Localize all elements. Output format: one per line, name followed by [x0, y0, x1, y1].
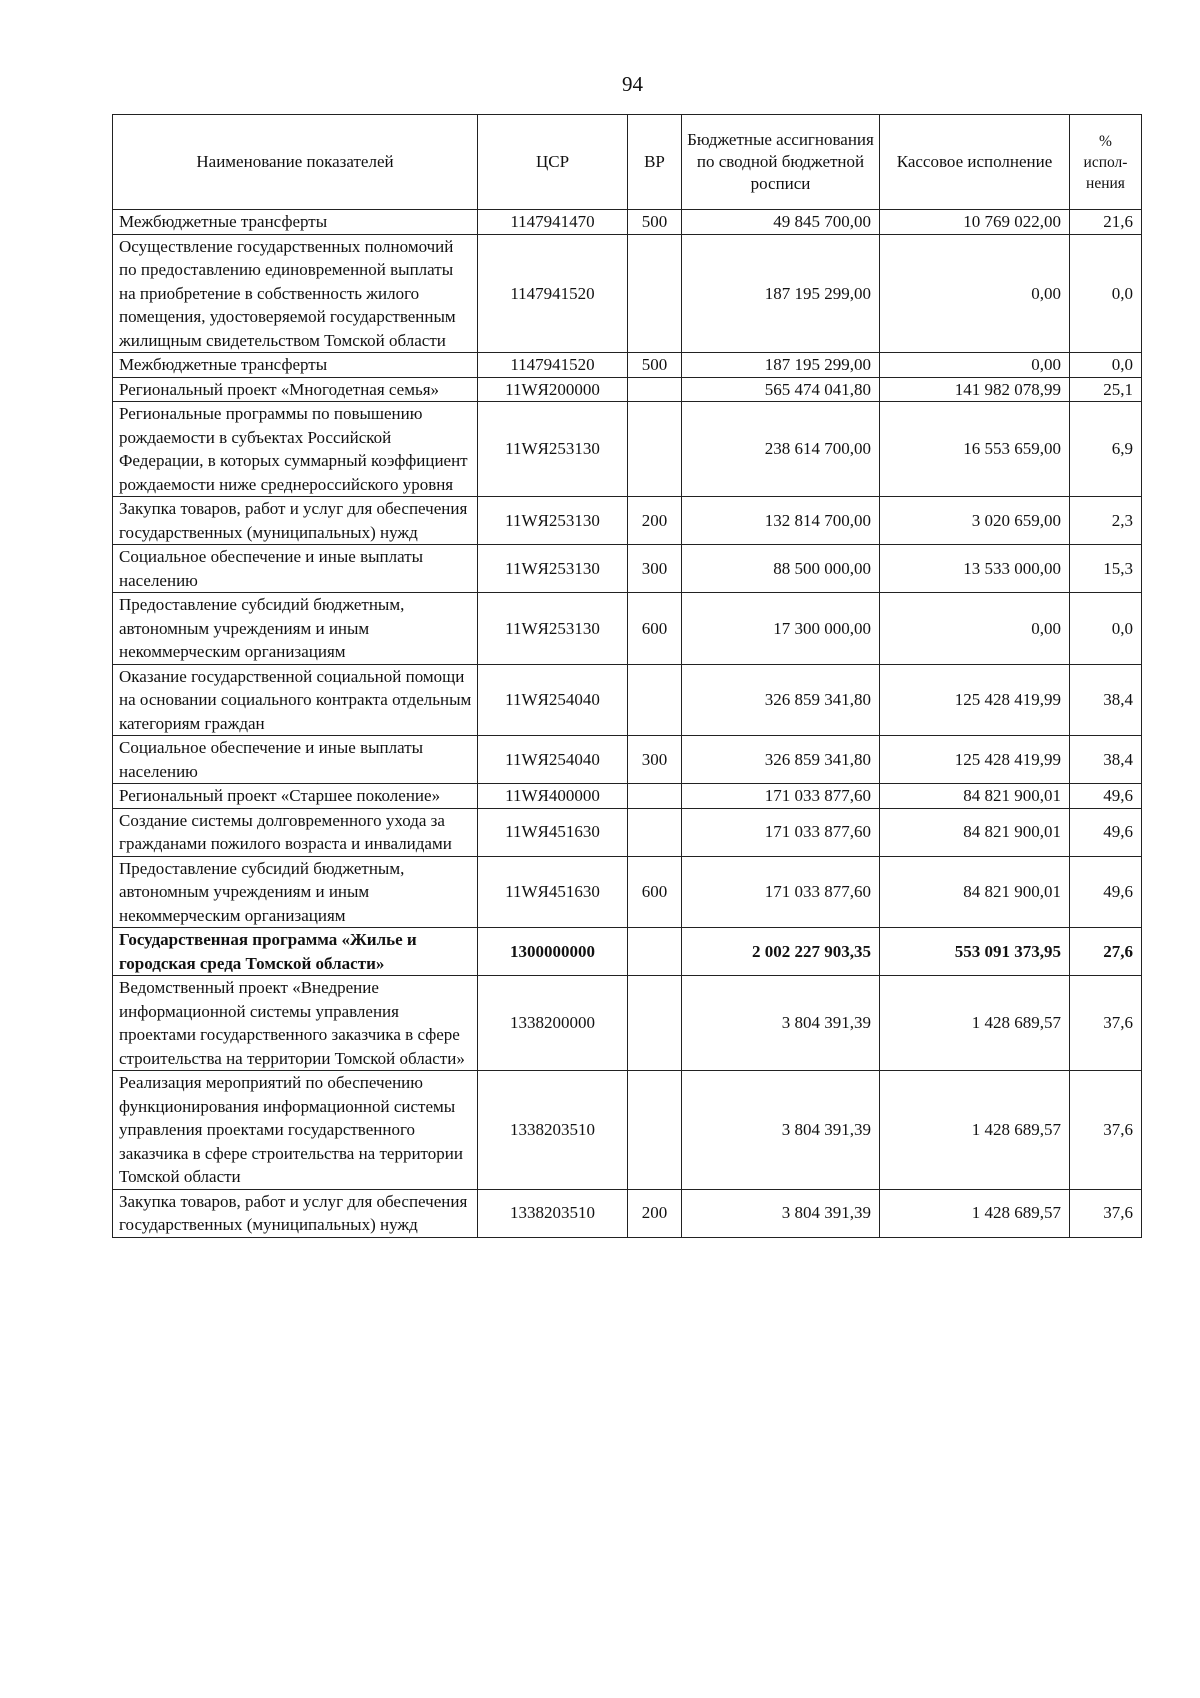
row-pct: 0,0 [1070, 353, 1142, 378]
table-body [113, 210, 1142, 1238]
row-pct: 49,6 [1070, 808, 1142, 856]
row-cash: 84 821 900,01 [880, 784, 1070, 809]
table-row [113, 856, 1142, 928]
row-vr [628, 664, 682, 736]
row-pct: 38,4 [1070, 664, 1142, 736]
row-pct: 0,0 [1070, 234, 1142, 353]
table-row [113, 593, 1142, 665]
row-csr: 1147941520 [478, 234, 628, 353]
row-vr: 500 [628, 210, 682, 235]
row-csr: 11WЯ254040 [478, 736, 628, 784]
row-csr: 11WЯ200000 [478, 377, 628, 402]
row-name: Государственная программа «Жилье и городская среда Томской области» [113, 928, 478, 976]
row-cash: 10 769 022,00 [880, 210, 1070, 235]
row-budget: 3 804 391,39 [682, 976, 880, 1071]
row-name: Региональные программы по повышению рождаемости в субъектах Российской Федерации, в которых суммарный коэффициент рождаемости ниже среднероссийского уровня [113, 402, 478, 497]
row-cash: 13 533 000,00 [880, 545, 1070, 593]
row-csr: 1147941470 [478, 210, 628, 235]
row-name: Осуществление государственных полномочий по предоставлению единовременной выплаты на приобретение в собственность жилого помещения, удостоверяемой государственным жилищным свидетельством Томской области [113, 234, 478, 353]
row-csr: 11WЯ254040 [478, 664, 628, 736]
row-vr: 600 [628, 593, 682, 665]
table-row [113, 928, 1142, 976]
table-header [113, 115, 1142, 210]
row-vr [628, 1071, 682, 1190]
row-csr: 1300000000 [478, 928, 628, 976]
row-name: Предоставление субсидий бюджетным, автономным учреждениям и иным некоммерческим организациям [113, 593, 478, 665]
row-name: Реализация мероприятий по обеспечению функционирования информационной системы управления проектами государственного заказчика в сфере строительства на территории Томской области [113, 1071, 478, 1190]
row-name: Региональный проект «Многодетная семья» [113, 377, 478, 402]
row-budget: 3 804 391,39 [682, 1071, 880, 1190]
row-csr: 1147941520 [478, 353, 628, 378]
row-budget: 187 195 299,00 [682, 234, 880, 353]
row-name: Предоставление субсидий бюджетным, автономным учреждениям и иным некоммерческим организациям [113, 856, 478, 928]
row-vr: 200 [628, 1189, 682, 1237]
table-row [113, 210, 1142, 235]
budget-table [112, 114, 1142, 1238]
row-pct: 37,6 [1070, 1071, 1142, 1190]
row-vr: 300 [628, 736, 682, 784]
table-row [113, 1071, 1142, 1190]
row-csr: 1338200000 [478, 976, 628, 1071]
row-cash: 16 553 659,00 [880, 402, 1070, 497]
row-cash: 0,00 [880, 234, 1070, 353]
row-csr: 11WЯ253130 [478, 497, 628, 545]
row-pct: 49,6 [1070, 856, 1142, 928]
header-cash: Кассовое исполнение [880, 115, 1070, 210]
row-budget: 326 859 341,80 [682, 664, 880, 736]
table-row [113, 1189, 1142, 1237]
row-name: Закупка товаров, работ и услуг для обеспечения государственных (муниципальных) нужд [113, 497, 478, 545]
row-name: Ведомственный проект «Внедрение информационной системы управления проектами государственного заказчика в сфере строительства на территории Томской области» [113, 976, 478, 1071]
row-csr: 1338203510 [478, 1071, 628, 1190]
row-budget: 187 195 299,00 [682, 353, 880, 378]
row-vr [628, 784, 682, 809]
row-name: Межбюджетные трансферты [113, 210, 478, 235]
row-cash: 553 091 373,95 [880, 928, 1070, 976]
row-budget: 17 300 000,00 [682, 593, 880, 665]
row-csr: 11WЯ400000 [478, 784, 628, 809]
row-pct: 25,1 [1070, 377, 1142, 402]
header-pct-sign: % [1099, 132, 1112, 150]
row-cash: 3 020 659,00 [880, 497, 1070, 545]
row-csr: 11WЯ253130 [478, 593, 628, 665]
row-pct: 6,9 [1070, 402, 1142, 497]
row-vr: 300 [628, 545, 682, 593]
row-budget: 326 859 341,80 [682, 736, 880, 784]
header-budget: Бюджетные ассигнования по сводной бюджетной росписи [682, 115, 880, 210]
row-budget: 171 033 877,60 [682, 784, 880, 809]
table-row [113, 736, 1142, 784]
table-row [113, 664, 1142, 736]
row-name: Закупка товаров, работ и услуг для обеспечения государственных (муниципальных) нужд [113, 1189, 478, 1237]
row-vr: 500 [628, 353, 682, 378]
row-csr: 11WЯ253130 [478, 402, 628, 497]
row-budget: 171 033 877,60 [682, 856, 880, 928]
row-name: Региональный проект «Старшее поколение» [113, 784, 478, 809]
row-budget: 238 614 700,00 [682, 402, 880, 497]
header-pct [1070, 115, 1142, 210]
row-vr [628, 402, 682, 497]
row-name: Создание системы долговременного ухода за гражданами пожилого возраста и инвалидами [113, 808, 478, 856]
row-pct: 21,6 [1070, 210, 1142, 235]
header-pct-line3: нения [1086, 174, 1125, 192]
row-cash: 1 428 689,57 [880, 1071, 1070, 1190]
row-pct: 2,3 [1070, 497, 1142, 545]
page-number: 94 [622, 72, 643, 96]
row-cash: 0,00 [880, 593, 1070, 665]
row-cash: 1 428 689,57 [880, 1189, 1070, 1237]
table-row [113, 497, 1142, 545]
row-budget: 49 845 700,00 [682, 210, 880, 235]
row-budget: 3 804 391,39 [682, 1189, 880, 1237]
row-pct: 27,6 [1070, 928, 1142, 976]
table-row [113, 976, 1142, 1071]
row-pct: 38,4 [1070, 736, 1142, 784]
row-vr: 600 [628, 856, 682, 928]
row-cash: 125 428 419,99 [880, 736, 1070, 784]
row-cash: 84 821 900,01 [880, 808, 1070, 856]
header-name: Наименование показателей [113, 115, 478, 210]
row-csr: 11WЯ253130 [478, 545, 628, 593]
table-row [113, 545, 1142, 593]
table-row [113, 784, 1142, 809]
row-pct: 37,6 [1070, 976, 1142, 1071]
row-vr [628, 976, 682, 1071]
row-cash: 125 428 419,99 [880, 664, 1070, 736]
row-csr: 11WЯ451630 [478, 856, 628, 928]
row-cash: 84 821 900,01 [880, 856, 1070, 928]
row-pct: 15,3 [1070, 545, 1142, 593]
table-row [113, 234, 1142, 353]
table-row [113, 377, 1142, 402]
row-budget: 132 814 700,00 [682, 497, 880, 545]
row-name: Межбюджетные трансферты [113, 353, 478, 378]
row-budget: 171 033 877,60 [682, 808, 880, 856]
row-vr [628, 808, 682, 856]
row-budget: 2 002 227 903,35 [682, 928, 880, 976]
table-row [113, 808, 1142, 856]
header-vr: ВР [628, 115, 682, 210]
row-cash: 0,00 [880, 353, 1070, 378]
row-vr: 200 [628, 497, 682, 545]
header-pct-line2: испол- [1083, 153, 1128, 171]
table-row [113, 353, 1142, 378]
row-csr: 1338203510 [478, 1189, 628, 1237]
row-cash: 141 982 078,99 [880, 377, 1070, 402]
row-vr [628, 928, 682, 976]
row-budget: 565 474 041,80 [682, 377, 880, 402]
row-vr [628, 234, 682, 353]
row-csr: 11WЯ451630 [478, 808, 628, 856]
row-name: Социальное обеспечение и иные выплаты населению [113, 736, 478, 784]
row-budget: 88 500 000,00 [682, 545, 880, 593]
header-csr: ЦСР [478, 115, 628, 210]
row-pct: 49,6 [1070, 784, 1142, 809]
row-name: Оказание государственной социальной помощи на основании социального контракта отдельным категориям граждан [113, 664, 478, 736]
row-pct: 0,0 [1070, 593, 1142, 665]
row-pct: 37,6 [1070, 1189, 1142, 1237]
row-name: Социальное обеспечение и иные выплаты населению [113, 545, 478, 593]
table-row [113, 402, 1142, 497]
row-vr [628, 377, 682, 402]
row-cash: 1 428 689,57 [880, 976, 1070, 1071]
